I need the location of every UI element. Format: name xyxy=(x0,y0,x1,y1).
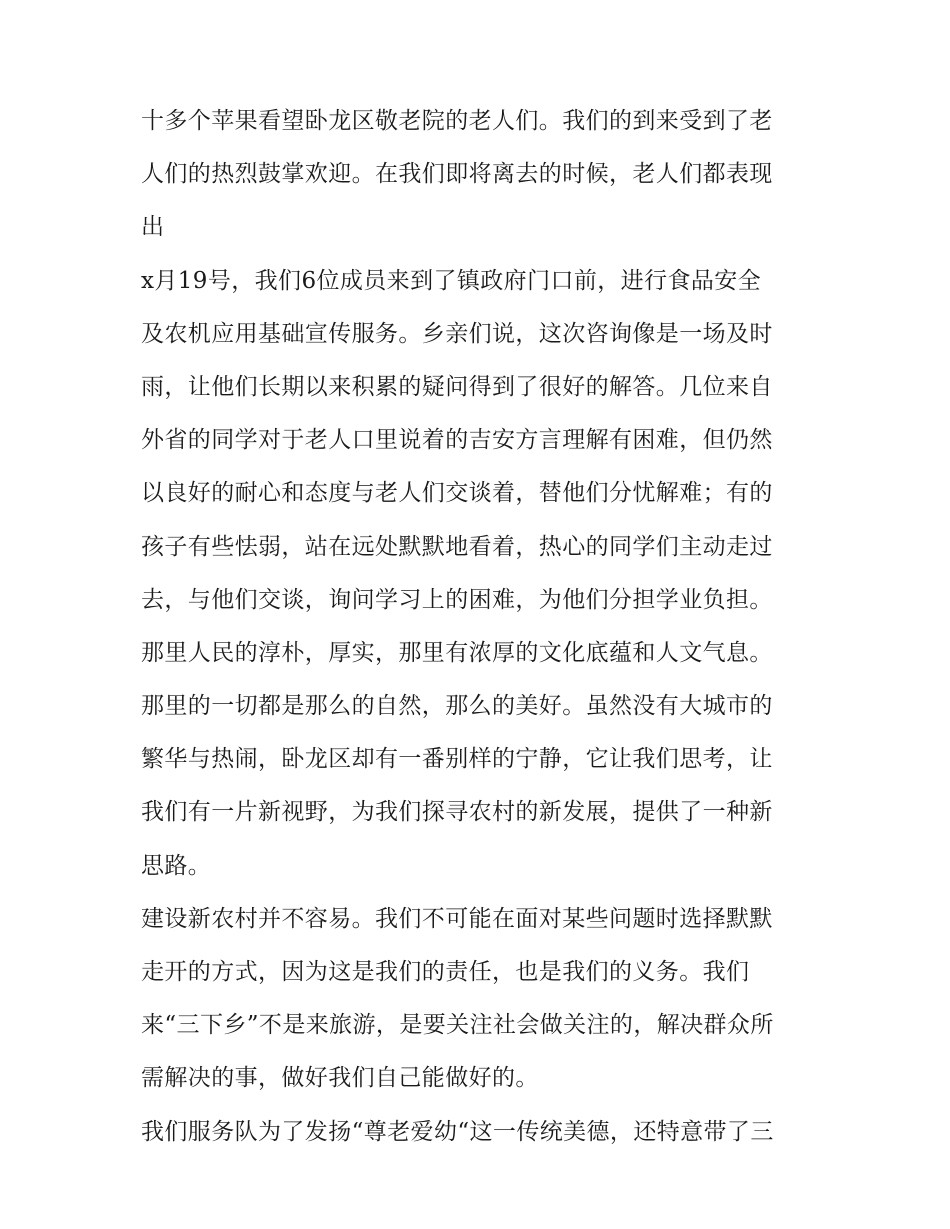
text-line: 以良好的耐心和态度与老人们交谈着，替他们分忧解难；有的 xyxy=(141,480,773,507)
document-body xyxy=(141,108,813,1172)
text-line: 建设新农村并不容易。我们不可能在面对某些问题时选择默默 xyxy=(141,905,773,932)
text-line: 人们的热烈鼓掌欢迎。在我们即将离去的时候，老人们都表现 xyxy=(141,161,773,188)
text-line: 雨，让他们长期以来积累的疑问得到了很好的解答。几位来自 xyxy=(141,373,773,400)
text-line: 思路。 xyxy=(141,852,212,879)
text-line: 孩子有些怯弱，站在远处默默地看着，热心的同学们主动走过 xyxy=(141,533,773,560)
text-line: 我们服务队为了发扬“尊老爱幼“这一传统美德，还特意带了三 xyxy=(141,1118,774,1145)
text-line: 外省的同学对于老人口里说着的吉安方言理解有困难，但仍然 xyxy=(141,427,773,454)
text-line: 出 xyxy=(141,214,165,241)
text-line: 走开的方式，因为这是我们的责任，也是我们的义务。我们 xyxy=(141,959,750,985)
text-line: 十多个苹果看望卧龙区敬老院的老人们。我们的到来受到了老 xyxy=(141,108,773,134)
text-line: 及农机应用基础宣传服务。乡亲们说，这次咨询像是一场及时 xyxy=(141,320,773,347)
text-line: 那里的一切都是那么的自然，那么的美好。虽然没有大城市的 xyxy=(141,693,773,720)
text-line: 我们有一片新视野，为我们探寻农村的新发展，提供了一种新 xyxy=(141,799,773,826)
text-line: 需解决的事，做好我们自己能做好的。 xyxy=(141,1065,539,1092)
text-line: 来“三下乡”不是来旅游，是要关注社会做关注的，解决群众所 xyxy=(141,1012,774,1039)
text-line: 那里人民的淳朴，厚实，那里有浓厚的文化底蕴和人文气息。 xyxy=(141,639,773,666)
text-line: x月19号，我们6位成员来到了镇政府门口前，进行食品安全 xyxy=(141,267,762,294)
text-line: 繁华与热闹，卧龙区却有一番别样的宁静，它让我们思考，让 xyxy=(141,746,773,773)
text-line: 去，与他们交谈，询问学习上的困难，为他们分担学业负担。 xyxy=(141,586,773,613)
